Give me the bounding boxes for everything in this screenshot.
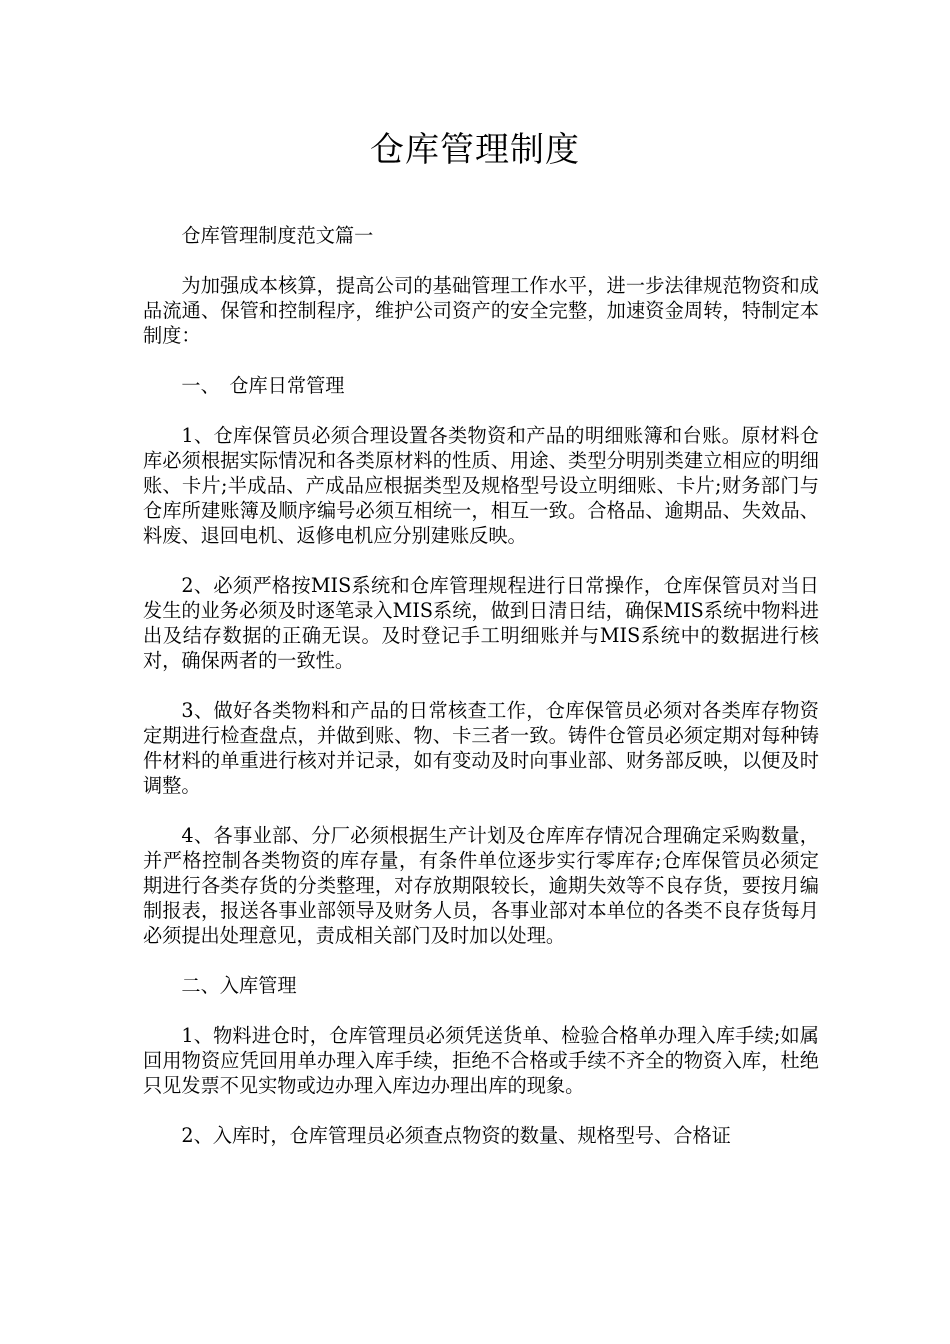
section-heading-daily-management: 一、 仓库日常管理 [181,374,345,397]
section1-item-1: 1、仓库保管员必须合理设置各类物资和产品的明细账簿和台账。原材料仓库必须根据实际情况和各类原材料的性质、用途、类型分明别类建立相应的明细账、卡片;半成品、产成品应根据类型及规格型号设立明细账、卡片;财务部门与仓库所建账簿及顺序编号必须互相统一，相互一致。合格品、逾期品、失效品、料废、退回电机、返修电机应分别建账反映。 [143,424,819,547]
intro-paragraph: 为加强成本核算，提高公司的基础管理工作水平，进一步法律规范物资和成品流通、保管和控制程序，维护公司资产的安全完整，加速资金周转，特制定本制度： [143,274,819,347]
section-heading-inbound-management: 二、入库管理 [181,974,297,997]
section1-item-2: 2、必须严格按MIS系统和仓库管理规程进行日常操作，仓库保管员对当日发生的业务必须及时逐笔录入MIS系统，做到日清日结，确保MIS系统中物料进出及结存数据的正确无误。及时登记手工明细账并与MIS系统中的数据进行核对，确保两者的一致性。 [143,574,819,672]
document-body [143,223,819,1173]
section2-item-2: 2、入库时，仓库管理员必须查点物资的数量、规格型号、合格证 [181,1124,731,1147]
document-title: 仓库管理制度 [370,130,580,170]
document-subtitle: 仓库管理制度范文篇一 [181,224,374,247]
section2-item-1: 1、物料进仓时，仓库管理员必须凭送货单、检验合格单办理入库手续;如属回用物资应凭回用单办理入库手续，拒绝不合格或手续不齐全的物资入库，杜绝只见发票不见实物或边办理入库边办理出库的现象。 [143,1024,819,1097]
section1-item-3: 3、做好各类物料和产品的日常核查工作，仓库保管员必须对各类库存物资定期进行检查盘点，并做到账、物、卡三者一致。铸件仓管员必须定期对每种铸件材料的单重进行核对并记录，如有变动及时向事业部、财务部反映，以便及时调整。 [143,699,819,797]
section1-item-4: 4、各事业部、分厂必须根据生产计划及仓库库存情况合理确定采购数量，并严格控制各类物资的库存量，有条件单位逐步实行零库存;仓库保管员必须定期进行各类存货的分类整理，对存放期限较长，逾期失效等不良存货，要按月编制报表，报送各事业部领导及财务人员，各事业部对本单位的各类不良存货每月必须提出处理意见，责成相关部门及时加以处理。 [143,824,819,947]
